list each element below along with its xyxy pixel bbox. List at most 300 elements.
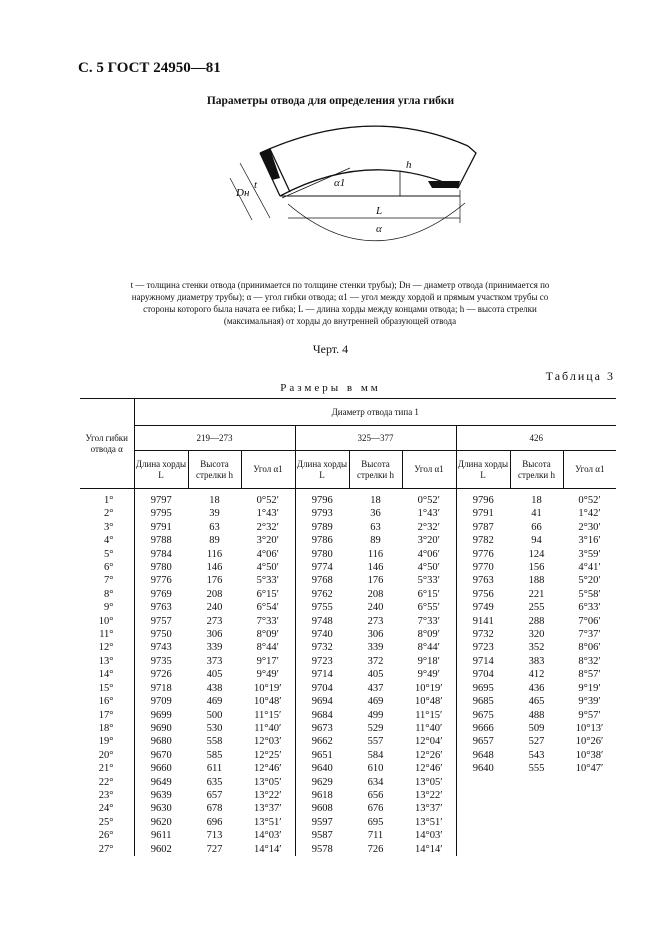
table-cell: 39	[209, 508, 220, 520]
table-cell: 9748	[295, 615, 349, 628]
table-cell	[563, 829, 616, 842]
table-cell: 9704	[295, 682, 349, 695]
table-cell: 306	[367, 629, 384, 641]
table-cell	[510, 843, 563, 856]
table-cell: 18	[531, 495, 542, 506]
angle-header: Угол гибки отвода α	[80, 399, 134, 489]
label-h: h	[406, 159, 412, 171]
table-cell: 696	[206, 816, 223, 828]
table-row	[80, 816, 616, 829]
angle-cell: 16°	[98, 696, 114, 708]
angle-cell: 27°	[98, 843, 114, 855]
table-cell: 9°39′	[578, 696, 601, 708]
table-cell: 584	[367, 749, 384, 761]
table-row	[80, 695, 616, 708]
angle-cell: 2°	[104, 508, 114, 520]
angle-cell: 6°	[104, 562, 114, 574]
table-cell: 11°15′	[415, 709, 443, 721]
table-cell: 9776	[134, 574, 188, 587]
table-cell: 9762	[295, 588, 349, 601]
angle-cell: 17°	[98, 709, 114, 721]
table-cell: 5°33′	[256, 575, 279, 587]
table-cell: 9578	[295, 843, 349, 856]
table-cell: 9651	[295, 749, 349, 762]
angle-cell: 1°	[104, 495, 114, 506]
table-cell: 63	[370, 521, 381, 533]
table-cell: 10°47′	[575, 763, 604, 775]
table-cell: 94	[531, 535, 542, 547]
table-cell: 4°41′	[578, 562, 601, 574]
table-cell: 657	[206, 789, 223, 801]
table-cell: 9640	[456, 762, 510, 775]
table-cell: 146	[206, 562, 223, 574]
units-note: Размеры в мм	[280, 382, 381, 394]
table-row	[80, 735, 616, 748]
angle-cell: 18°	[98, 722, 114, 734]
table-cell: 713	[206, 830, 223, 842]
label-L: L	[376, 205, 383, 217]
table-cell: 372	[367, 655, 384, 667]
table-cell: 9657	[456, 735, 510, 748]
table-cell: 499	[367, 709, 384, 721]
table-cell: 558	[206, 736, 223, 748]
table-cell: 9670	[134, 749, 188, 762]
sag-header: Высота стрелки h	[188, 451, 241, 489]
table-row	[80, 655, 616, 668]
table-cell: 9611	[134, 829, 188, 842]
table-cell	[563, 802, 616, 815]
table-cell: 9776	[456, 548, 510, 561]
table-cell	[510, 816, 563, 829]
table-cell: 116	[206, 548, 223, 560]
table-row	[80, 668, 616, 681]
table-cell	[510, 829, 563, 842]
table-cell: 529	[367, 722, 384, 734]
table-cell: 9796	[456, 489, 510, 508]
table-cell: 9723	[295, 655, 349, 668]
table-cell: 9685	[456, 695, 510, 708]
label-alpha1: α1	[334, 177, 346, 189]
table-row	[80, 776, 616, 789]
table-cell: 9618	[295, 789, 349, 802]
table-cell: 6°15′	[256, 588, 279, 600]
table-cell: 9786	[295, 534, 349, 547]
table-cell: 9774	[295, 561, 349, 574]
table-cell: 9757	[134, 615, 188, 628]
table-cell: 41	[531, 508, 542, 520]
table-cell: 9629	[295, 776, 349, 789]
table-cell: 288	[528, 615, 545, 627]
angle-cell: 19°	[98, 736, 114, 748]
table-cell: 273	[367, 615, 384, 627]
table-cell: 156	[528, 562, 545, 574]
table-cell: 10°13′	[575, 722, 604, 734]
table-cell: 437	[367, 682, 384, 694]
table-cell: 63	[209, 521, 220, 533]
table-cell: 14°14′	[254, 843, 282, 855]
table-cell: 9141	[456, 615, 510, 628]
table-cell: 9680	[134, 735, 188, 748]
table-cell: 339	[206, 642, 223, 654]
table-cell	[456, 816, 510, 829]
table-cell: 695	[367, 816, 384, 828]
figure-legend: t — толщина стенки отвода (принимается по толщине стенки трубы); Dн — диаметр отвода (принимается по наружному диаметру трубы); α — угол гибки отвода; α1 — угол между хордой и прямым участком трубы со стороны которого была начата ее гибка; L — длина хорды между концами отвода; h — высота стрелки (максимальная) от хорды до внутренней образующей отвода	[130, 280, 550, 326]
table-cell: 8°09′	[256, 629, 279, 641]
table-cell: 9639	[134, 789, 188, 802]
table-cell: 9789	[295, 521, 349, 534]
table-cell: 9788	[134, 534, 188, 547]
table-row	[80, 789, 616, 802]
table-cell: 10°19′	[415, 682, 443, 694]
table-row	[80, 534, 616, 547]
table-cell	[563, 816, 616, 829]
angle-cell: 8°	[104, 588, 114, 600]
table-cell: 6°54′	[256, 602, 279, 614]
table-cell: 436	[528, 682, 545, 694]
table-cell: 9648	[456, 749, 510, 762]
bend-outer-line	[260, 126, 468, 153]
table-cell: 12°46′	[254, 763, 282, 775]
table-cell	[456, 789, 510, 802]
table-cell: 9709	[134, 695, 188, 708]
table-cell: 9°17′	[256, 655, 279, 667]
table-cell: 13°37′	[254, 803, 282, 815]
table-cell: 2°30′	[578, 521, 601, 533]
table-cell: 13°51′	[415, 816, 443, 828]
table-row	[80, 722, 616, 735]
angle-cell: 13°	[98, 655, 114, 667]
table-cell: 9°49′	[417, 669, 440, 681]
table-cell: 9780	[295, 548, 349, 561]
table-cell: 438	[206, 682, 223, 694]
group-header: 325—377	[295, 426, 456, 451]
table-cell: 465	[528, 696, 545, 708]
table-cell: 9755	[295, 601, 349, 614]
angle-cell: 22°	[98, 776, 114, 788]
table-cell: 405	[367, 669, 384, 681]
table-cell: 9750	[134, 628, 188, 641]
table-cell	[563, 789, 616, 802]
angle-cell: 26°	[98, 830, 114, 842]
table-row	[80, 507, 616, 520]
table-cell: 9793	[295, 507, 349, 520]
angle-cell: 12°	[98, 642, 114, 654]
table-cell: 9732	[295, 641, 349, 654]
table-cell: 9796	[295, 489, 349, 508]
table-row	[80, 601, 616, 614]
table-cell: 678	[206, 803, 223, 815]
table-cell: 9602	[134, 843, 188, 856]
table-row	[80, 588, 616, 601]
table-cell: 66	[531, 521, 542, 533]
table-cell: 9791	[456, 507, 510, 520]
table-cell: 13°22′	[254, 789, 282, 801]
table-cell: 1°43′	[256, 508, 279, 520]
table-cell: 9784	[134, 548, 188, 561]
group-header: 426	[456, 426, 616, 451]
table-cell: 221	[528, 588, 545, 600]
table-row	[80, 762, 616, 775]
table-cell: 12°26′	[415, 749, 443, 761]
table-cell: 585	[206, 749, 223, 761]
table-cell: 36	[370, 508, 381, 520]
table-row	[80, 615, 616, 628]
label-t: t	[254, 179, 258, 191]
table-cell: 176	[206, 575, 223, 587]
table-cell: 9735	[134, 655, 188, 668]
table-cell: 255	[528, 602, 545, 614]
table-cell: 12°25′	[254, 749, 282, 761]
page-header: С. 5 ГОСТ 24950—81	[78, 60, 221, 76]
table-cell: 8°44′	[417, 642, 440, 654]
angle-cell: 7°	[104, 575, 114, 587]
group-header: 219—273	[134, 426, 295, 451]
table-cell: 9°57′	[578, 709, 601, 721]
table-cell: 9723	[456, 641, 510, 654]
drawing-caption: Черт. 4	[312, 342, 349, 356]
table-row	[80, 829, 616, 842]
table-body	[80, 489, 616, 856]
table-cell: 146	[367, 562, 384, 574]
table-cell: 9743	[134, 641, 188, 654]
table-cell: 9714	[456, 655, 510, 668]
table-cell: 13°22′	[415, 789, 443, 801]
table-cell: 4°06′	[417, 548, 440, 560]
table-cell: 13°05′	[254, 776, 282, 788]
table-cell: 9660	[134, 762, 188, 775]
table-cell: 9597	[295, 816, 349, 829]
table-cell: 8°44′	[256, 642, 279, 654]
angle-a1-header: Угол α1	[402, 451, 456, 489]
table-cell: 555	[528, 763, 545, 775]
table-cell: 543	[528, 749, 545, 761]
chord-header: Длина хорды L	[134, 451, 188, 489]
table-cell: 9675	[456, 709, 510, 722]
table-cell: 208	[367, 588, 384, 600]
angle-cell: 9°	[104, 602, 114, 614]
sag-header: Высота стрелки h	[510, 451, 563, 489]
table-cell: 116	[367, 548, 384, 560]
table-cell: 352	[528, 642, 545, 654]
table-cell	[510, 776, 563, 789]
table-cell: 469	[367, 696, 384, 708]
chord-header: Длина хорды L	[295, 451, 349, 489]
table-cell: 124	[528, 548, 545, 560]
table-cell: 9770	[456, 561, 510, 574]
table-cell: 8°09′	[417, 629, 440, 641]
table-cell: 1°43′	[417, 508, 440, 520]
table-cell: 11°40′	[415, 722, 443, 734]
table-cell: 9640	[295, 762, 349, 775]
table-cell: 9797	[134, 489, 188, 508]
angle-a1-header: Угол α1	[241, 451, 295, 489]
angle-cell: 15°	[98, 682, 114, 694]
table-cell: 3°16′	[578, 535, 601, 547]
table-cell	[456, 802, 510, 815]
table-cell: 676	[367, 803, 384, 815]
table-cell: 89	[370, 535, 381, 547]
table-cell: 9756	[456, 588, 510, 601]
table-cell: 12°03′	[254, 736, 282, 748]
table-cell: 9718	[134, 682, 188, 695]
table-cell: 405	[206, 669, 223, 681]
table-cell: 9662	[295, 735, 349, 748]
table-cell: 9630	[134, 802, 188, 815]
table-cell: 10°48′	[415, 696, 443, 708]
table-cell: 9587	[295, 829, 349, 842]
table-row	[80, 709, 616, 722]
table-cell: 6°33′	[578, 602, 601, 614]
table-cell: 9769	[134, 588, 188, 601]
table-cell: 240	[367, 602, 384, 614]
angle-cell: 24°	[98, 803, 114, 815]
table-cell: 9699	[134, 709, 188, 722]
table-cell: 5°20′	[578, 575, 601, 587]
bend-parameters-table	[80, 398, 616, 856]
table-cell: 9649	[134, 776, 188, 789]
table-cell: 6°15′	[417, 588, 440, 600]
table-cell: 0°52′	[417, 495, 440, 506]
table-cell: 9°18′	[417, 655, 440, 667]
table-cell: 9704	[456, 668, 510, 681]
table-cell	[456, 776, 510, 789]
table-cell: 9763	[134, 601, 188, 614]
table-cell: 500	[206, 709, 223, 721]
table-cell: 9782	[456, 534, 510, 547]
table-cell: 3°20′	[256, 535, 279, 547]
table-cell: 7°33′	[417, 615, 440, 627]
table-cell: 9768	[295, 574, 349, 587]
table-cell: 530	[206, 722, 223, 734]
table-cell	[563, 776, 616, 789]
table-cell: 10°19′	[254, 682, 282, 694]
table-cell: 9684	[295, 709, 349, 722]
table-cell: 240	[206, 602, 223, 614]
table-cell: 14°03′	[415, 830, 443, 842]
table-cell: 9732	[456, 628, 510, 641]
table-cell: 4°50′	[256, 562, 279, 574]
table-cell: 0°52′	[256, 495, 279, 506]
table-cell: 9620	[134, 816, 188, 829]
table-cell: 176	[367, 575, 384, 587]
table-cell: 10°48′	[254, 696, 282, 708]
table-row	[80, 628, 616, 641]
table-cell: 8°32′	[578, 655, 601, 667]
table-row	[80, 749, 616, 762]
table-cell: 320	[528, 629, 545, 641]
table-cell: 10°38′	[575, 749, 604, 761]
table-cell: 14°14′	[415, 843, 443, 855]
table-cell: 9749	[456, 601, 510, 614]
table-cell: 9780	[134, 561, 188, 574]
table-cell	[563, 843, 616, 856]
table-cell	[510, 802, 563, 815]
table-cell: 5°58′	[578, 588, 601, 600]
table-row	[80, 548, 616, 561]
angle-a1-header: Угол α1	[563, 451, 616, 489]
table-cell: 3°59′	[578, 548, 601, 560]
table-cell: 273	[206, 615, 223, 627]
table-cell: 13°05′	[415, 776, 443, 788]
table-cell: 208	[206, 588, 223, 600]
table-cell: 634	[367, 776, 384, 788]
pipe-bend-drawing	[210, 108, 490, 268]
table-cell: 2°32′	[256, 521, 279, 533]
table-cell: 188	[528, 575, 545, 587]
table-cell: 2°32′	[417, 521, 440, 533]
table-cell: 9690	[134, 722, 188, 735]
table-cell: 3°20′	[417, 535, 440, 547]
table-cell: 9608	[295, 802, 349, 815]
table-cell: 726	[367, 843, 384, 855]
table-cell: 8°06′	[578, 642, 601, 654]
table-cell: 509	[528, 722, 545, 734]
table-row	[80, 521, 616, 534]
diameter-header: Диаметр отвода типа 1	[134, 399, 616, 426]
table-cell: 635	[206, 776, 223, 788]
table-cell: 610	[367, 763, 384, 775]
table-cell: 14°03′	[254, 830, 282, 842]
table-cell: 9673	[295, 722, 349, 735]
table-cell: 0°52′	[578, 495, 601, 506]
table-cell: 9791	[134, 521, 188, 534]
table-cell: 6°55′	[417, 602, 440, 614]
table-cell: 727	[206, 843, 223, 855]
table-cell: 18	[370, 495, 381, 506]
table-cell: 18	[209, 495, 220, 506]
table-cell: 383	[528, 655, 545, 667]
table-cell: 11°15′	[254, 709, 282, 721]
chord-header: Длина хорды L	[456, 451, 510, 489]
table-cell	[510, 789, 563, 802]
table-number: Таблица 3	[545, 369, 615, 383]
label-dn: Dн	[236, 187, 250, 199]
table-cell: 9694	[295, 695, 349, 708]
table-row	[80, 843, 616, 856]
table-cell: 9787	[456, 521, 510, 534]
table-row	[80, 802, 616, 815]
table-cell	[456, 829, 510, 842]
table-cell: 339	[367, 642, 384, 654]
angle-cell: 3°	[104, 521, 114, 533]
table-cell: 9763	[456, 574, 510, 587]
table-cell: 8°57′	[578, 669, 601, 681]
table-cell: 4°50′	[417, 562, 440, 574]
table-cell: 373	[206, 655, 223, 667]
table-cell: 1°42′	[578, 508, 601, 520]
table-cell: 9726	[134, 668, 188, 681]
table-cell: 5°33′	[417, 575, 440, 587]
angle-cell: 14°	[98, 669, 114, 681]
sag-header: Высота стрелки h	[349, 451, 402, 489]
table-cell: 7°33′	[256, 615, 279, 627]
table-cell: 9795	[134, 507, 188, 520]
table-cell: 9740	[295, 628, 349, 641]
table-cell: 4°06′	[256, 548, 279, 560]
table-row	[80, 561, 616, 574]
angle-cell: 5°	[104, 548, 114, 560]
table-row	[80, 489, 616, 508]
table-cell: 9666	[456, 722, 510, 735]
table-cell: 7°37′	[578, 629, 601, 641]
table-cell: 7°06′	[578, 615, 601, 627]
table-cell: 9°19′	[578, 682, 601, 694]
angle-cell: 4°	[104, 535, 114, 547]
angle-cell: 20°	[98, 749, 114, 761]
table-cell: 9714	[295, 668, 349, 681]
table-cell: 611	[206, 763, 223, 775]
angle-cell: 10°	[98, 615, 114, 627]
